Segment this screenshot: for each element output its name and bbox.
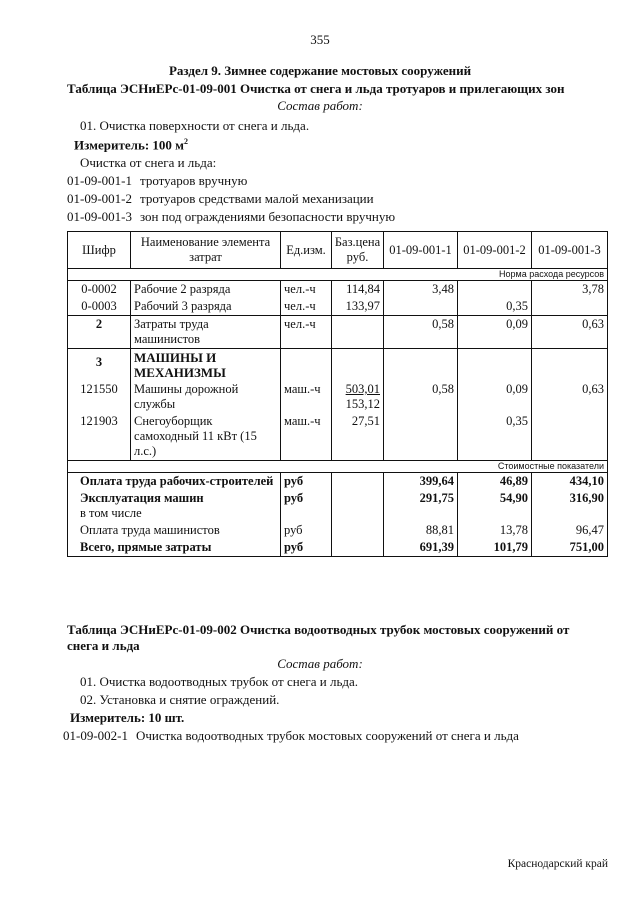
cost-name-cell: [68, 490, 281, 522]
row-v1: [384, 413, 458, 461]
cost-subheader-row: [68, 461, 608, 473]
cost-total-row: [68, 539, 608, 557]
table-row: [68, 298, 608, 316]
table1-work-item: 01. Очистка поверхности от снега и льда.: [80, 118, 310, 133]
row-price-secondary: 153,12: [345, 397, 380, 411]
cost-row: [68, 490, 608, 522]
table2-work-item: 02. Установка и снятие ограждений.: [80, 692, 280, 707]
table-row: [68, 349, 608, 382]
row-price: [332, 381, 384, 413]
table1-title: Таблица ЭСНиЕРс-01-09-001 Очистка от снега и льда тротуаров и прилегающих зон: [67, 81, 565, 96]
header-col3: 01-09-001-3: [532, 232, 608, 269]
table2-title-line2: снега и льда: [67, 638, 140, 653]
cost-name: Всего, прямые затраты: [68, 539, 281, 557]
row-name: Снегоуборщик самоходный 11 кВт (15 л.с.): [131, 413, 281, 461]
table1-code-text: тротуаров средствами малой механизации: [140, 191, 374, 206]
cost-name: Оплата труда машинистов: [68, 522, 281, 539]
cost-blank: [332, 539, 384, 557]
table2-code-text: Очистка водоотводных трубок мостовых сооружений от снега и льда: [136, 728, 519, 743]
row-price: [332, 316, 384, 349]
table1-meter-label: Измеритель: 100 м: [74, 137, 185, 153]
cost-v3: 751,00: [532, 539, 608, 557]
row-name: Рабочий 3 разряда: [131, 298, 281, 316]
cost-unit: руб: [281, 490, 332, 522]
row-price: 27,51: [332, 413, 384, 461]
header-unit: Ед.изм.: [281, 232, 332, 269]
cost-v2: 101,79: [458, 539, 532, 557]
table2-works-heading: Состав работ:: [277, 656, 363, 671]
row-name: Рабочие 2 разряда: [131, 281, 281, 299]
cost-unit: руб: [281, 473, 332, 491]
cost-unit: руб: [281, 522, 332, 539]
cost-unit: руб: [281, 539, 332, 557]
cost-v3: 316,90: [532, 490, 608, 522]
page-number: 355: [310, 32, 330, 47]
table2-title-line1: Таблица ЭСНиЕРс-01-09-002 Очистка водоотводных трубок мостовых сооружений от: [67, 622, 570, 637]
section-title: Раздел 9. Зимнее содержание мостовых сооружений: [168, 63, 472, 78]
row-unit: маш.-ч: [281, 413, 332, 461]
row-v2: 0,09: [458, 381, 532, 413]
cost-note: в том числе: [80, 506, 142, 520]
cost-row: [68, 473, 608, 491]
table1-code-line: [67, 173, 247, 189]
cost-v3: 96,47: [532, 522, 608, 539]
row-price: [332, 349, 384, 382]
row-code: 2: [68, 316, 131, 349]
row-v2: 0,35: [458, 298, 532, 316]
row-v3: 3,78: [532, 281, 608, 299]
cost-v1: 691,39: [384, 539, 458, 557]
header-price: Баз.цена руб.: [332, 232, 384, 269]
cost-v2: 46,89: [458, 473, 532, 491]
cost-blank: [332, 490, 384, 522]
table-row: [68, 281, 608, 299]
row-unit: [281, 349, 332, 382]
row-v2: 0,35: [458, 413, 532, 461]
table-row: [68, 381, 608, 413]
row-price-primary: 503,01: [345, 382, 380, 396]
row-price: 114,84: [332, 281, 384, 299]
resource-norm-table: [67, 231, 608, 557]
footer-region: Краснодарский край: [507, 858, 608, 870]
row-v1: 3,48: [384, 281, 458, 299]
header-name: Наименование элемента затрат: [131, 232, 281, 269]
table-row: [68, 316, 608, 349]
header-code: Шифр: [68, 232, 131, 269]
cost-blank: [332, 522, 384, 539]
row-v3: 0,63: [532, 316, 608, 349]
table1-meter-sup: 2: [184, 137, 189, 146]
table1-intro: Очистка от снега и льда:: [80, 155, 217, 170]
table1-code: 01-09-001-1: [67, 173, 132, 188]
cost-v3: 434,10: [532, 473, 608, 491]
row-v3: 0,63: [532, 381, 608, 413]
cost-name: Эксплуатация машин: [80, 491, 204, 505]
cost-v1: 291,75: [384, 490, 458, 522]
table2-code-line: [63, 728, 519, 744]
row-code: 0-0002: [68, 281, 131, 299]
row-name: Машины дорожной службы: [131, 381, 281, 413]
cost-blank: [332, 473, 384, 491]
row-name: Затраты труда машинистов: [131, 316, 281, 349]
row-code: 121550: [68, 381, 131, 413]
row-unit: чел.-ч: [281, 316, 332, 349]
row-v3: [532, 349, 608, 382]
row-price: 133,97: [332, 298, 384, 316]
cost-name: Оплата труда рабочих-строителей: [68, 473, 281, 491]
cost-v2: 13,78: [458, 522, 532, 539]
table1-code: 01-09-001-2: [67, 191, 132, 206]
row-group-name: МАШИНЫ И МЕХАНИЗМЫ: [131, 349, 281, 382]
row-code: 0-0003: [68, 298, 131, 316]
row-code: 3: [68, 349, 131, 382]
table-row: [68, 413, 608, 461]
table1-code-text: зон под ограждениями безопасности вручную: [140, 209, 396, 224]
table2-meter: Измеритель: 10 шт.: [70, 710, 185, 725]
header-col2: 01-09-001-2: [458, 232, 532, 269]
row-v2: [458, 349, 532, 382]
row-v1: [384, 298, 458, 316]
cost-label: Стоимостные показатели: [68, 461, 608, 473]
row-unit: чел.-ч: [281, 298, 332, 316]
row-v2: 0,09: [458, 316, 532, 349]
norm-subheader-row: [68, 269, 608, 281]
table-header-row: [68, 232, 608, 269]
row-v1: 0,58: [384, 381, 458, 413]
table2-work-item: 01. Очистка водоотводных трубок от снега и льда.: [80, 674, 359, 689]
table1-meter: [74, 137, 188, 153]
table1-code-text: тротуаров вручную: [140, 173, 248, 188]
row-unit: маш.-ч: [281, 381, 332, 413]
cost-v2: 54,90: [458, 490, 532, 522]
norm-label: Норма расхода ресурсов: [68, 269, 608, 281]
table1-code-line: [67, 209, 395, 225]
row-unit: чел.-ч: [281, 281, 332, 299]
row-v2: [458, 281, 532, 299]
cost-v1: 88,81: [384, 522, 458, 539]
row-v3: [532, 413, 608, 461]
row-v3: [532, 298, 608, 316]
table1-code-line: [67, 191, 374, 207]
cost-row: [68, 522, 608, 539]
header-col1: 01-09-001-1: [384, 232, 458, 269]
cost-v1: 399,64: [384, 473, 458, 491]
table1-works-heading: Состав работ:: [277, 98, 363, 113]
row-v1: 0,58: [384, 316, 458, 349]
row-code: 121903: [68, 413, 131, 461]
row-v1: [384, 349, 458, 382]
table1-code: 01-09-001-3: [67, 209, 132, 224]
table2-code: 01-09-002-1: [63, 728, 128, 743]
